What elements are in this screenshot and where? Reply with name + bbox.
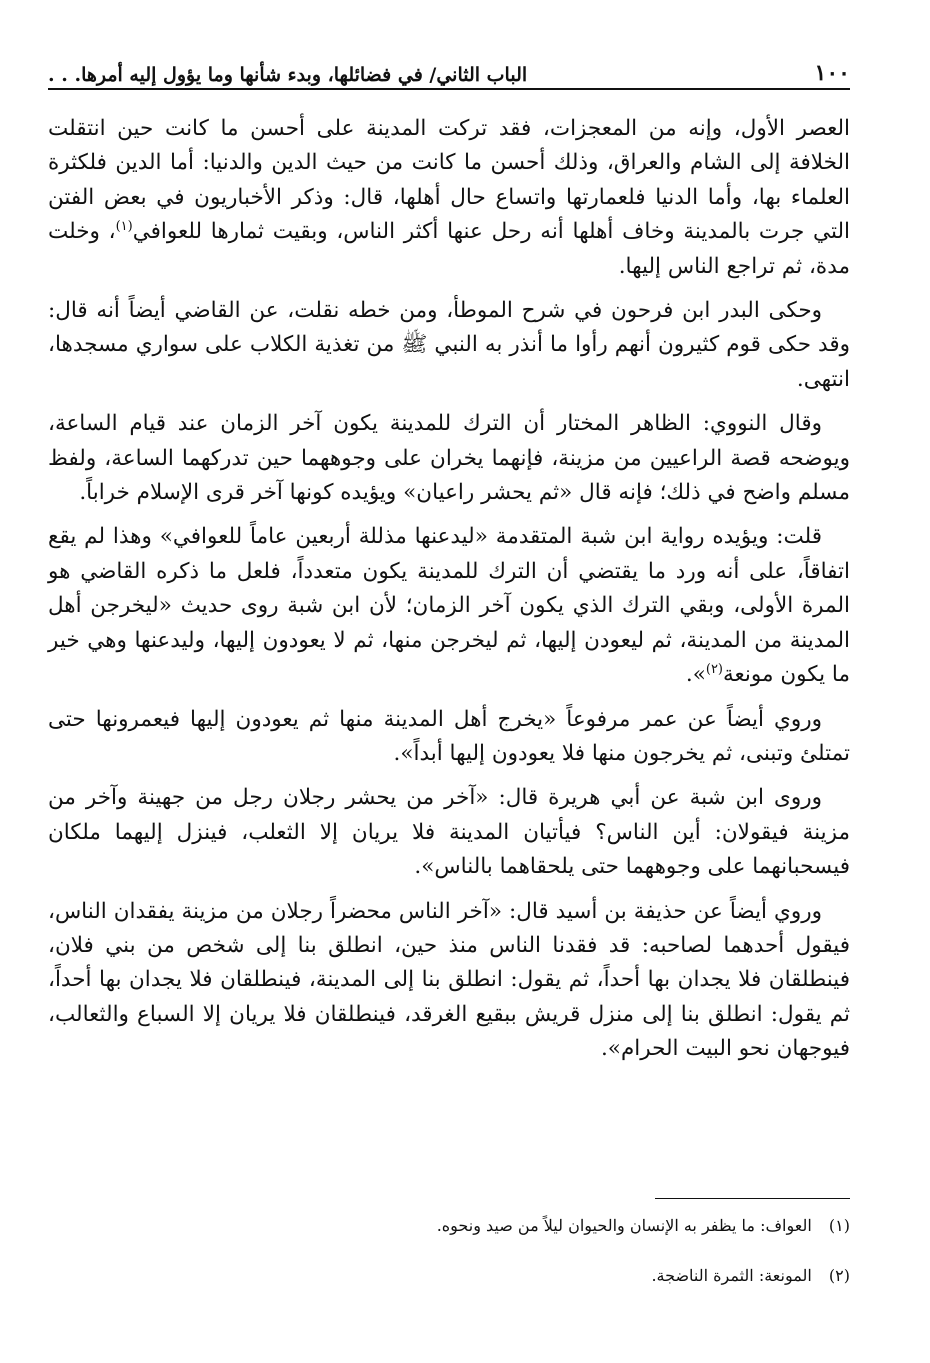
paragraph: وروى ابن شبة عن أبي هريرة قال: «آخر من يحشر رجلان رجل من جهينة وآخر من مزينة فيقولان: أين الناس؟ فيأتيان المدينة فلا يريان إلا الثعلب، فينزل إليهما ملكان فيسحبانهما على وجوههما حتى يلحقاهما بالناس».: [48, 785, 850, 880]
page-number: ١٠٠: [814, 60, 850, 86]
page-header: [48, 46, 850, 86]
footnote: [48, 1214, 850, 1238]
paragraph: العصر الأول، وإنه من المعجزات، فقد تركت المدينة على أحسن ما كانت حين انتقلت الخلافة إلى الشام والعراق، وذلك أحسن ما كانت من حيث الدين والدنيا: أما الدين فلكثرة العلماء بها، وأما الدنيا فلعمارتها واتساع حال أهلها، قال: وذكر الأخباريون في بعض الفتن التي جرت بالمدينة وخاف أهلها أنه رحل عنها أكثر الناس، وبقيت ثمارها للعوافي$^{(١)}$، وخلت مدة، ثم تراجع الناس إليها.: [48, 116, 850, 279]
footnotes: [48, 1214, 850, 1314]
header-rule: [48, 88, 850, 90]
footnote-text: العواف: ما يظفر به الإنسان والحيوان ليلاً من صيد ونحوه.: [436, 1216, 812, 1235]
footnote-ref: (١): [115, 219, 133, 235]
paragraph: وحكى البدر ابن فرحون في شرح الموطأ، ومن خطه نقلت، عن القاضي أيضاً أنه قال: وقد حكى قوم كثيرون أنهم رأوا ما أنذر به النبي ﷺ من تغذية الكلاب على سواري مسجدها، انتهى.: [48, 298, 850, 392]
footnote-number: (٢): [828, 1266, 850, 1285]
paragraph: وروي أيضاً عن عمر مرفوعاً «يخرج أهل المدينة منها ثم يعودون إليها فيعمرونها حتى تمتلئ وتبنى، ثم يخرجون منها فلا يعودون إليها أبداً».: [48, 706, 850, 766]
paragraph: قلت: ويؤيده رواية ابن شبة المتقدمة «ليدعنها مذللة أربعين عاماً للعوافي» وهذا لم يقع اتفاقاً، على أنه ورد ما يقتضي أن الترك للمدينة يكون متعدداً، فلعل ما ذكره القاضي هو المرة الأولى، وبقي الترك الذي يكون آخر الزمان؛ لأن ابن شبة روى حديث «ليخرجن أهل المدينة من المدينة، ثم ليعودن إليها، ثم ليخرجن منها، ثم لا يعودون إليها، وليدعنها وهي خير ما يكون مونعة$^{(٢)}$».: [48, 524, 850, 688]
footnote: [48, 1264, 850, 1288]
footnote-number: (١): [828, 1216, 850, 1235]
footnote-text: المونعة: الثمرة الناضجة.: [651, 1266, 812, 1285]
running-title: الباب الثاني/ في فضائلها، وبدء شأنها وما يؤول إليه أمرها. . .: [48, 64, 528, 86]
paragraph: وقال النووي: الظاهر المختار أن الترك للمدينة يكون آخر الزمان عند قيام الساعة، ويوضحه قصة الراعيين من مزينة، فإنهما يخران على وجوههما حين تدركهما الساعة، ولفظ مسلم واضح في ذلك؛ فإنه قال «ثم يحشر راعيان» ويؤيده كونها آخر قرى الإسلام خراباً.: [48, 411, 850, 506]
footnote-ref: (٢): [705, 661, 723, 677]
paragraph: وروي أيضاً عن حذيفة بن أسيد قال: «آخر الناس محضراً رجلان من مزينة يفقدان الناس، فيقول أحدهما لصاحبه: قد فقدنا الناس منذ حين، انطلق بنا إلى شخص من بني فلان، فينطلقان فلا يجدان بها أحداً، ثم يقول: انطلق بنا إلى المدينة، فينطلقان فلا يجدان بها أحداً، ثم يقول: انطلق بنا إلى منزل قريش ببقيع الغرقد، فينطلقان فلا يريان إلا السباع والثعالب، فيوجهان نحو البيت الحرام».: [48, 898, 850, 1062]
main-text: [48, 112, 850, 1077]
footnote-rule: [655, 1198, 850, 1199]
